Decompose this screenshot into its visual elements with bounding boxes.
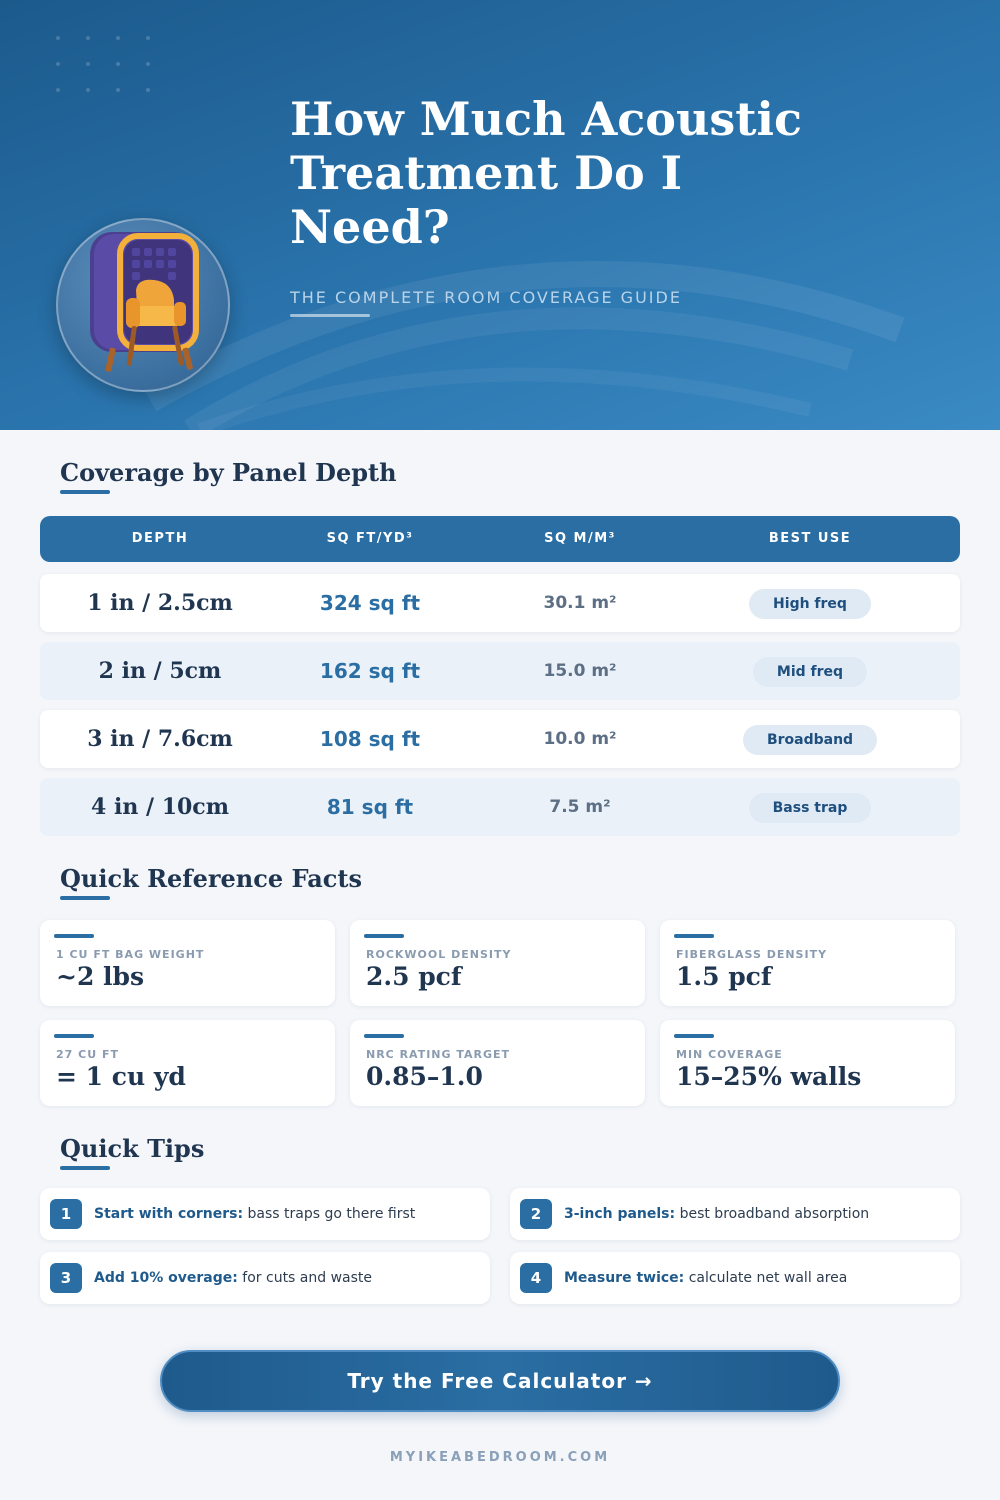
best-use-badge: Mid freq <box>753 657 867 687</box>
tip-title: Start with corners: <box>94 1206 244 1222</box>
tip-text <box>94 1188 415 1240</box>
tips-heading-bar <box>60 1166 110 1170</box>
fact-card <box>40 1020 335 1106</box>
tip-number: 4 <box>520 1263 552 1293</box>
tip-item <box>510 1188 960 1240</box>
fact-accent-bar <box>54 1034 94 1038</box>
sqft-cell: 81 sq ft <box>326 795 414 819</box>
best-use-cell <box>700 778 920 836</box>
fact-accent-bar <box>674 934 714 938</box>
fact-label: NRC RATING TARGET <box>366 1048 511 1061</box>
tip-item <box>510 1252 960 1304</box>
column-header-sqm: SQ M/M³ <box>544 531 616 546</box>
fact-value: 0.85–1.0 <box>366 1062 483 1091</box>
tip-detail: best broadband absorption <box>675 1206 870 1222</box>
table-row <box>40 574 960 632</box>
page-title: How Much Acoustic Treatment Do I Need? <box>290 92 803 254</box>
fact-card <box>40 920 335 1006</box>
fact-label: 1 CU FT BAG WEIGHT <box>56 948 205 961</box>
depth-cell: 1 in / 2.5cm <box>87 590 233 616</box>
tip-title: Measure twice: <box>564 1270 685 1286</box>
column-header-best-use: BEST USE <box>768 531 852 546</box>
fact-value: 1.5 pcf <box>676 962 772 991</box>
tip-detail: calculate net wall area <box>684 1270 848 1286</box>
tip-detail: bass traps go there first <box>243 1206 416 1222</box>
fact-value: 2.5 pcf <box>366 962 462 991</box>
fact-card <box>660 1020 955 1106</box>
fact-value: ~2 lbs <box>56 962 145 991</box>
fact-accent-bar <box>54 934 94 938</box>
site-footer[interactable]: MYIKEABEDROOM.COM <box>389 1450 611 1465</box>
fact-label: 27 CU FT <box>56 1048 119 1061</box>
free-calculator-button[interactable]: Try the Free Calculator → <box>160 1350 840 1412</box>
fact-label: MIN COVERAGE <box>676 1048 783 1061</box>
fact-value: 15–25% walls <box>676 1062 862 1091</box>
table-row <box>40 642 960 700</box>
tips-heading: Quick Tips <box>60 1134 205 1163</box>
subtitle-underline <box>290 314 370 317</box>
tip-item <box>40 1252 490 1304</box>
tip-text <box>94 1252 372 1304</box>
tip-number: 2 <box>520 1199 552 1229</box>
best-use-cell <box>700 642 920 700</box>
sqft-cell: 324 sq ft <box>319 591 421 615</box>
depth-cell: 3 in / 7.6cm <box>87 726 233 752</box>
fact-accent-bar <box>364 934 404 938</box>
best-use-badge: Broadband <box>743 725 877 755</box>
depth-cell: 2 in / 5cm <box>98 658 222 684</box>
fact-accent-bar <box>364 1034 404 1038</box>
decorative-dots <box>56 36 156 96</box>
tip-title: 3-inch panels: <box>564 1206 676 1222</box>
coverage-table-header <box>40 516 960 562</box>
sqm-cell: 10.0 m² <box>543 729 617 749</box>
tip-text <box>564 1252 847 1304</box>
sqm-cell: 7.5 m² <box>549 797 611 817</box>
column-header-sqft: SQ FT/YD³ <box>326 531 414 546</box>
sqft-cell: 162 sq ft <box>319 659 421 683</box>
fact-card <box>660 920 955 1006</box>
armchair-in-acoustic-booth-icon <box>56 218 230 392</box>
fact-card <box>350 1020 645 1106</box>
tip-item <box>40 1188 490 1240</box>
fact-value: = 1 cu yd <box>56 1062 186 1091</box>
sqm-cell: 15.0 m² <box>543 661 617 681</box>
tip-detail: for cuts and waste <box>237 1270 373 1286</box>
facts-heading-bar <box>60 896 110 900</box>
sqm-cell: 30.1 m² <box>543 593 617 613</box>
best-use-cell <box>700 574 920 632</box>
depth-cell: 4 in / 10cm <box>91 794 229 820</box>
page-subtitle: THE COMPLETE ROOM COVERAGE GUIDE <box>290 288 682 307</box>
column-header-depth: DEPTH <box>131 531 189 546</box>
tip-text <box>564 1188 869 1240</box>
best-use-badge: High freq <box>749 589 871 619</box>
tip-title: Add 10% overage: <box>94 1270 238 1286</box>
tip-number: 1 <box>50 1199 82 1229</box>
coverage-heading: Coverage by Panel Depth <box>60 458 397 487</box>
table-row <box>40 778 960 836</box>
fact-label: ROCKWOOL DENSITY <box>366 948 512 961</box>
hero-banner <box>0 0 1000 430</box>
best-use-cell <box>700 710 920 768</box>
sqft-cell: 108 sq ft <box>319 727 421 751</box>
coverage-heading-bar <box>60 490 110 494</box>
table-row <box>40 710 960 768</box>
best-use-badge: Bass trap <box>749 793 872 823</box>
facts-heading: Quick Reference Facts <box>60 864 362 893</box>
fact-accent-bar <box>674 1034 714 1038</box>
fact-card <box>350 920 645 1006</box>
fact-label: FIBERGLASS DENSITY <box>676 948 828 961</box>
tip-number: 3 <box>50 1263 82 1293</box>
